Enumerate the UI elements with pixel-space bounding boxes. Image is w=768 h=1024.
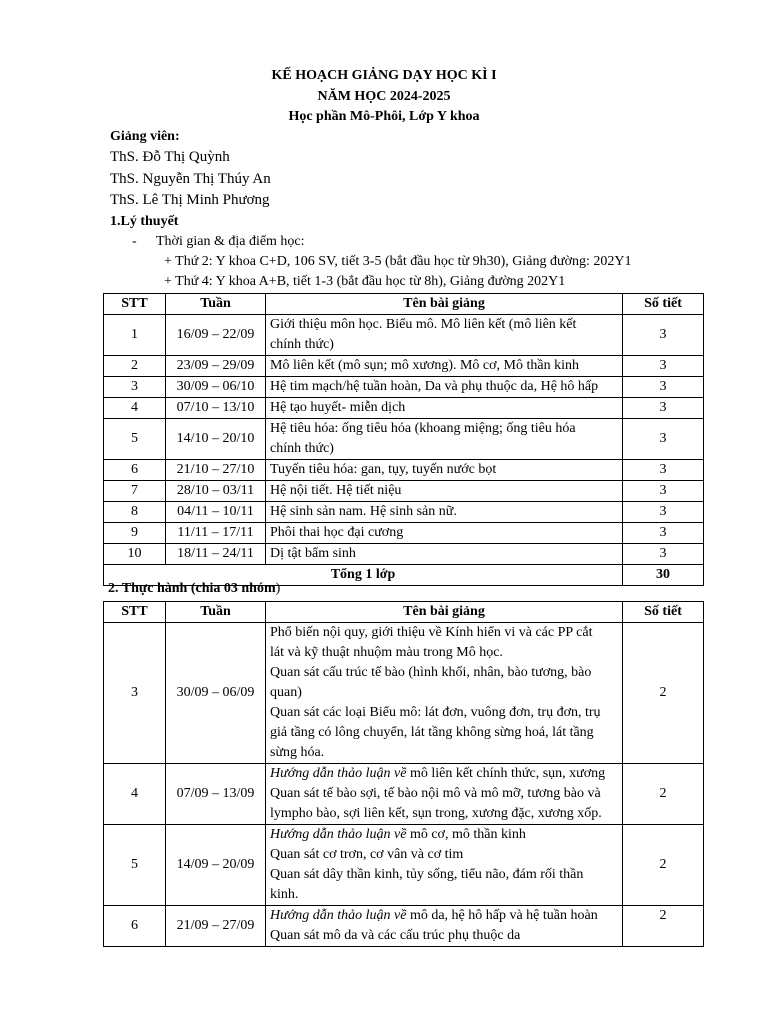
hours-cell: 3 — [623, 544, 704, 565]
lesson-title-line — [270, 825, 618, 845]
lesson-title-line — [270, 804, 618, 824]
stt-cell: 6 — [104, 906, 166, 947]
week-cell: 18/11 – 24/11 — [166, 544, 266, 565]
column-header: Tên bài giảng — [266, 602, 623, 623]
lesson-title-cell — [266, 825, 623, 906]
lesson-text: Quan sát mô da và các cấu trúc phụ thuộc da — [270, 928, 521, 943]
schedule-sub-item: + Thứ 4: Y khoa A+B, tiết 1-3 (bắt đầu học từ 8h), Giảng đường 202Y1 — [164, 274, 566, 289]
hours-cell: 3 — [623, 460, 704, 481]
practice-table-body — [104, 623, 704, 947]
bullet-dash: - — [132, 234, 137, 249]
column-header: Số tiết — [623, 294, 704, 315]
lesson-title-line: chính thức) — [270, 441, 334, 456]
hours-cell: 3 — [623, 419, 704, 460]
doc-title-line1: KẾ HOẠCH GIẢNG DẠY HỌC KÌ I — [271, 68, 497, 83]
discussion-guide-text: Hướng dẫn thảo luận về — [270, 766, 407, 781]
lesson-title-line — [270, 743, 618, 763]
table-row — [104, 906, 704, 947]
table-row — [104, 502, 704, 523]
hours-cell: 2 — [623, 825, 704, 906]
hours-cell: 3 — [623, 377, 704, 398]
stt-cell: 3 — [104, 623, 166, 764]
week-cell: 07/09 – 13/09 — [166, 764, 266, 825]
column-header: Tuần — [166, 602, 266, 623]
lesson-text: Phổ biến nội quy, giới thiệu về Kính hiển vi và các PP cắt — [270, 625, 593, 640]
lesson-text: Quan sát cấu trúc tế bào (hình khối, nhân, bào tương, bào — [270, 665, 592, 680]
lesson-title-line: Tuyến tiêu hóa: gan, tụy, tuyến nước bọt — [270, 462, 497, 477]
lesson-title-cell — [266, 377, 623, 398]
lesson-title-cell — [266, 481, 623, 502]
hours-cell: 3 — [623, 481, 704, 502]
lesson-text: giả tầng có lông chuyển, lát tầng không sừng hoá, lát tầng — [270, 725, 594, 740]
stt-cell: 5 — [104, 419, 166, 460]
table-row — [104, 398, 704, 419]
table-row — [104, 764, 704, 825]
lesson-title-line — [270, 885, 618, 905]
lesson-text: mô liên kết chính thức, sụn, xương — [406, 766, 606, 781]
column-header: STT — [104, 294, 166, 315]
week-cell: 21/09 – 27/09 — [166, 906, 266, 947]
practice-heading — [108, 579, 280, 599]
lesson-title-cell — [266, 906, 623, 947]
lesson-text: quan) — [270, 685, 302, 700]
lesson-text: sừng hóa. — [270, 745, 325, 760]
discussion-guide-text: Hướng dẫn thảo luận về — [270, 908, 407, 923]
theory-table-body — [104, 315, 704, 565]
hours-cell: 3 — [623, 398, 704, 419]
week-cell: 04/11 – 10/11 — [166, 502, 266, 523]
table-row — [104, 544, 704, 565]
stt-cell: 3 — [104, 377, 166, 398]
lesson-title-line — [270, 865, 618, 885]
week-cell: 11/11 – 17/11 — [166, 523, 266, 544]
hours-cell: 3 — [623, 523, 704, 544]
practice-table — [103, 601, 704, 947]
hours-cell: 2 — [623, 764, 704, 825]
lecturer-name: ThS. Lê Thị Minh Phương — [110, 192, 270, 208]
table-row — [104, 419, 704, 460]
lesson-text: mô da, hệ hô hấp và hệ tuần hoàn — [406, 908, 598, 923]
lecturers-label: Giảng viên: — [110, 129, 180, 144]
theory-heading: 1.Lý thuyết — [110, 214, 179, 229]
stt-cell: 2 — [104, 356, 166, 377]
column-header: STT — [104, 602, 166, 623]
stt-cell: 5 — [104, 825, 166, 906]
theory-table — [103, 293, 704, 586]
lesson-title-line — [270, 926, 618, 946]
week-cell: 21/10 – 27/10 — [166, 460, 266, 481]
table-row — [104, 481, 704, 502]
lesson-title-line: Hệ tiêu hóa: ống tiêu hóa (khoang miệng; ống tiêu hóa — [270, 421, 576, 436]
lesson-title-cell — [266, 523, 623, 544]
lesson-title-line: Phôi thai học đại cương — [270, 525, 404, 540]
lesson-title-line — [270, 663, 618, 683]
table-row — [104, 523, 704, 544]
stt-cell: 8 — [104, 502, 166, 523]
lesson-title-line — [270, 623, 618, 643]
lesson-title-line: Hệ sinh sản nam. Hệ sinh sản nữ. — [270, 504, 457, 519]
lesson-title-line — [270, 764, 618, 784]
table-row — [104, 356, 704, 377]
lesson-title-cell — [266, 398, 623, 419]
week-cell: 14/09 – 20/09 — [166, 825, 266, 906]
week-cell: 16/09 – 22/09 — [166, 315, 266, 356]
doc-title-line3: Học phần Mô-Phôi, Lớp Y khoa — [288, 109, 480, 124]
lesson-text: Quan sát cơ trơn, cơ vân và cơ tim — [270, 847, 464, 862]
lesson-text: Quan sát dây thần kinh, tủy sống, tiểu não, đám rối thần — [270, 867, 584, 882]
hours-cell: 2 — [623, 906, 704, 947]
lecturer-name: ThS. Đỗ Thị Quỳnh — [110, 149, 230, 165]
lesson-title-cell — [266, 356, 623, 377]
lesson-title-line — [270, 643, 618, 663]
hours-cell: 3 — [623, 502, 704, 523]
lesson-title-line — [270, 703, 618, 723]
column-header: Tuần — [166, 294, 266, 315]
lesson-title-line: Hệ tim mạch/hệ tuần hoàn, Da và phụ thuộc da, Hệ hô hấp — [270, 379, 599, 394]
week-cell: 23/09 – 29/09 — [166, 356, 266, 377]
lesson-text: Quan sát tế bào sợi, tế bào nội mô và mô mỡ, tương bào và — [270, 786, 601, 801]
table-row — [104, 377, 704, 398]
column-header: Tên bài giảng — [266, 294, 623, 315]
doc-title-line2: NĂM HỌC 2024-2025 — [317, 89, 451, 104]
table-row — [104, 623, 704, 764]
hours-cell: 2 — [623, 623, 704, 764]
week-cell: 30/09 – 06/10 — [166, 377, 266, 398]
lesson-title-line: chính thức) — [270, 337, 334, 352]
lesson-text: lát và kỹ thuật nhuộm màu trong Mô học. — [270, 645, 503, 660]
stt-cell: 4 — [104, 398, 166, 419]
column-header: Số tiết — [623, 602, 704, 623]
lesson-title-line — [270, 723, 618, 743]
stt-cell: 1 — [104, 315, 166, 356]
discussion-guide-text: Hướng dẫn thảo luận về — [270, 827, 407, 842]
lesson-title-cell — [266, 419, 623, 460]
lecturer-name: ThS. Nguyễn Thị Thúy An — [110, 171, 271, 187]
table-row — [104, 460, 704, 481]
table-row — [104, 315, 704, 356]
stt-cell: 6 — [104, 460, 166, 481]
practice-heading-paren: ) — [275, 581, 281, 596]
lesson-title-cell — [266, 502, 623, 523]
practice-heading-text: 2. Thực hành (chia 03 nhóm — [108, 581, 276, 596]
hours-cell: 3 — [623, 356, 704, 377]
lesson-title-line: Hệ tạo huyết- miễn dịch — [270, 400, 406, 415]
lesson-title-line: Hệ nội tiết. Hệ tiết niệu — [270, 483, 402, 498]
lesson-title-line: Dị tật bẩm sinh — [270, 546, 356, 561]
lesson-title-line — [270, 845, 618, 865]
lesson-title-line: Giới thiệu môn học. Biểu mô. Mô liên kết (mô liên kết — [270, 317, 577, 332]
week-cell: 07/10 – 13/10 — [166, 398, 266, 419]
lesson-title-cell — [266, 544, 623, 565]
lesson-title-cell — [266, 764, 623, 825]
total-label: Tổng 1 lớp — [104, 565, 623, 586]
lesson-text: kinh. — [270, 887, 299, 902]
lesson-title-cell — [266, 460, 623, 481]
schedule-sub-item: + Thứ 2: Y khoa C+D, 106 SV, tiết 3-5 (bắt đầu học từ 9h30), Giảng đường: 202Y1 — [164, 254, 632, 269]
lesson-text: mô cơ, mô thần kinh — [406, 827, 526, 842]
lesson-title-cell — [266, 623, 623, 764]
stt-cell: 4 — [104, 764, 166, 825]
stt-cell: 9 — [104, 523, 166, 544]
lesson-title-cell — [266, 315, 623, 356]
lesson-title-line — [270, 784, 618, 804]
week-cell: 14/10 – 20/10 — [166, 419, 266, 460]
week-cell: 30/09 – 06/09 — [166, 623, 266, 764]
lesson-text: Quan sát các loại Biểu mô: lát đơn, vuông đơn, trụ đơn, trụ — [270, 705, 601, 720]
total-value: 30 — [623, 565, 704, 586]
lesson-title-line: Mô liên kết (mô sụn; mô xương). Mô cơ, Mô thần kinh — [270, 358, 579, 373]
table-row — [104, 825, 704, 906]
stt-cell: 10 — [104, 544, 166, 565]
lesson-title-line — [270, 683, 618, 703]
hours-cell: 3 — [623, 315, 704, 356]
week-cell: 28/10 – 03/11 — [166, 481, 266, 502]
lesson-title-line — [270, 906, 618, 926]
lesson-text: lympho bào, sợi liên kết, sụn trong, xương đặc, xương xốp. — [270, 806, 602, 821]
stt-cell: 7 — [104, 481, 166, 502]
schedule-bullet: Thời gian & địa điểm học: — [156, 234, 305, 249]
